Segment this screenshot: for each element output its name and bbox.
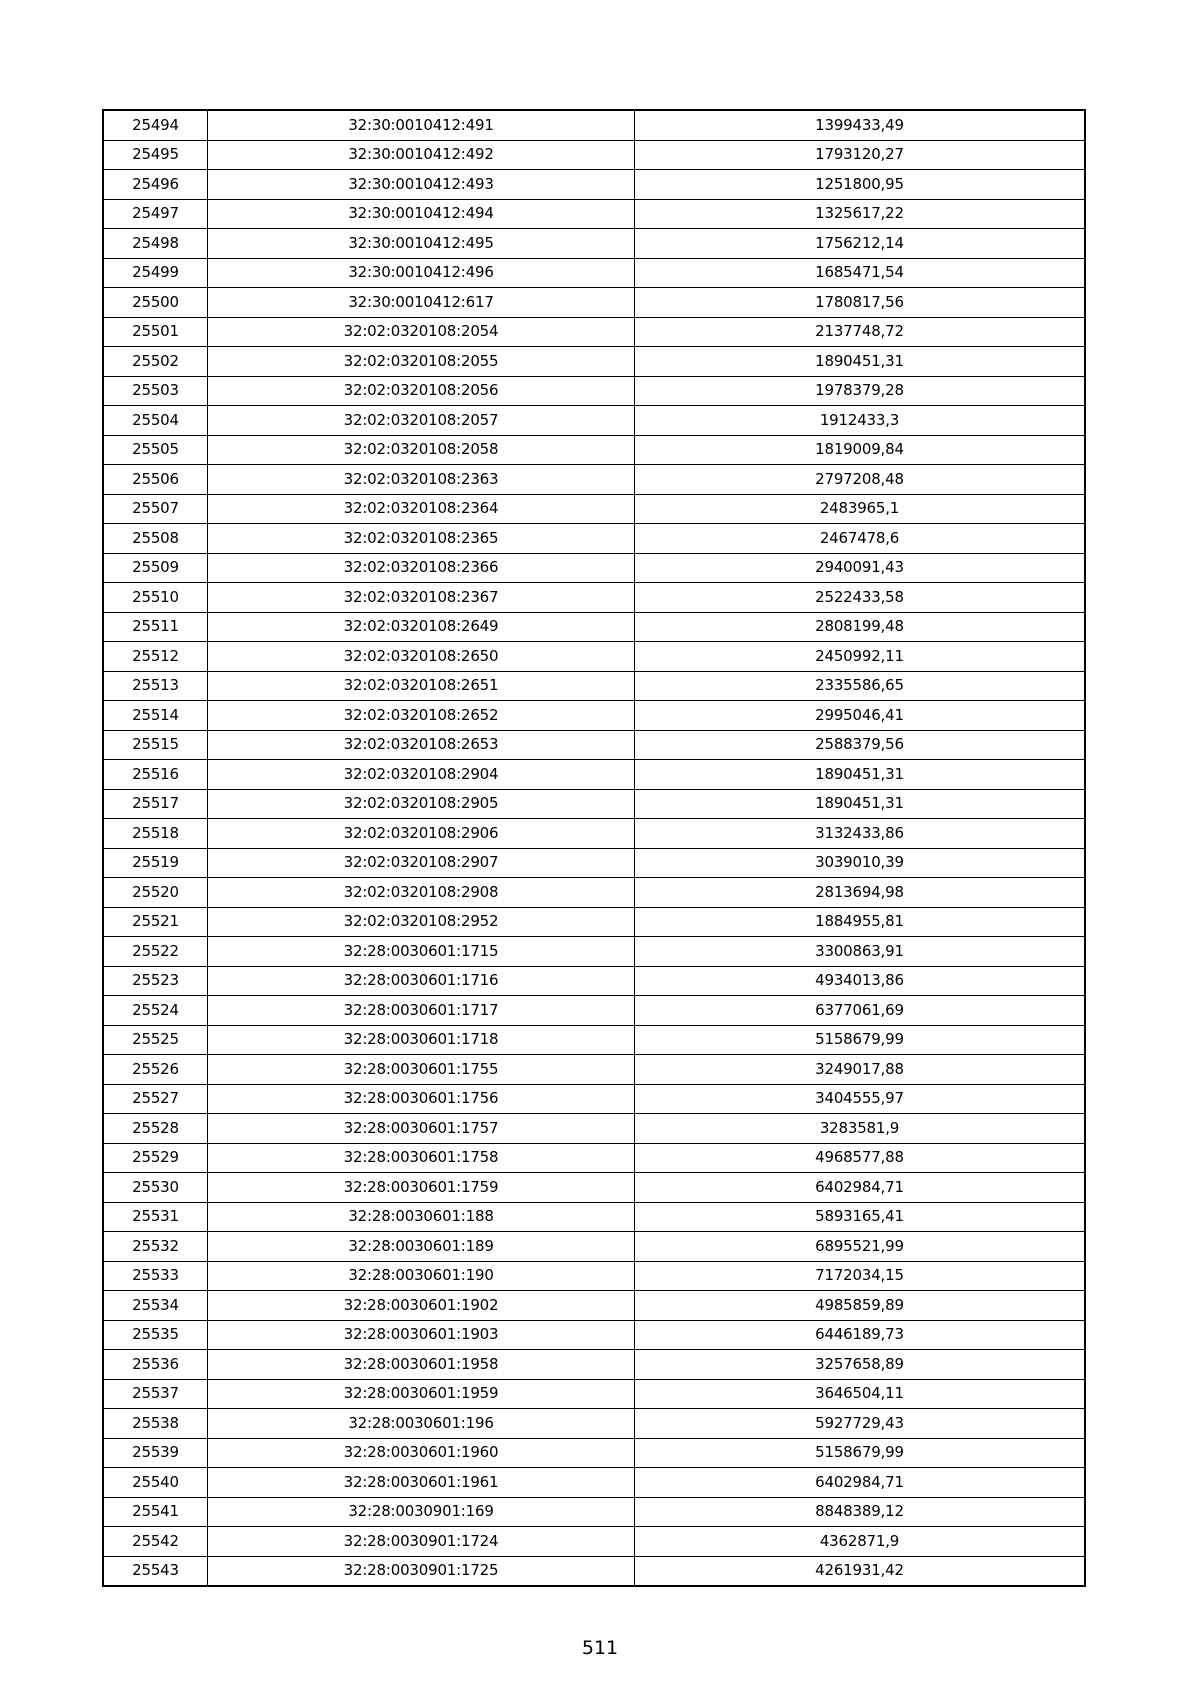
value-cell: 2808199,48 <box>635 612 1086 642</box>
row-index-cell: 25538 <box>103 1409 208 1439</box>
table-row <box>103 140 1085 170</box>
row-index-cell: 25530 <box>103 1173 208 1203</box>
row-index-cell: 25502 <box>103 347 208 377</box>
value-cell: 3257658,89 <box>635 1350 1086 1380</box>
value-cell: 3132433,86 <box>635 819 1086 849</box>
row-index-cell: 25508 <box>103 524 208 554</box>
row-index-cell: 25513 <box>103 671 208 701</box>
cadastral-number-cell: 32:02:0320108:2652 <box>208 701 635 731</box>
table-row <box>103 642 1085 672</box>
table-row <box>103 907 1085 937</box>
value-cell: 1780817,56 <box>635 288 1086 318</box>
cadastral-number-cell: 32:28:0030901:169 <box>208 1497 635 1527</box>
table-row <box>103 789 1085 819</box>
value-cell: 3404555,97 <box>635 1084 1086 1114</box>
value-cell: 1399433,49 <box>635 110 1086 140</box>
row-index-cell: 25541 <box>103 1497 208 1527</box>
row-index-cell: 25533 <box>103 1261 208 1291</box>
cadastral-number-cell: 32:02:0320108:2908 <box>208 878 635 908</box>
cadastral-number-cell: 32:28:0030601:1758 <box>208 1143 635 1173</box>
cadastral-number-cell: 32:30:0010412:617 <box>208 288 635 318</box>
table-row <box>103 376 1085 406</box>
cadastral-number-cell: 32:28:0030601:1755 <box>208 1055 635 1085</box>
table-row <box>103 1320 1085 1350</box>
table-row <box>103 996 1085 1026</box>
value-cell: 2483965,1 <box>635 494 1086 524</box>
value-cell: 6895521,99 <box>635 1232 1086 1262</box>
row-index-cell: 25529 <box>103 1143 208 1173</box>
cadastral-number-cell: 32:02:0320108:2054 <box>208 317 635 347</box>
row-index-cell: 25509 <box>103 553 208 583</box>
row-index-cell: 25497 <box>103 199 208 229</box>
row-index-cell: 25531 <box>103 1202 208 1232</box>
cadastral-number-cell: 32:30:0010412:495 <box>208 229 635 259</box>
table-row <box>103 612 1085 642</box>
cadastral-number-cell: 32:28:0030601:1960 <box>208 1438 635 1468</box>
cadastral-number-cell: 32:30:0010412:496 <box>208 258 635 288</box>
table-row <box>103 730 1085 760</box>
row-index-cell: 25494 <box>103 110 208 140</box>
table-row <box>103 583 1085 613</box>
table-row <box>103 199 1085 229</box>
value-cell: 1325617,22 <box>635 199 1086 229</box>
row-index-cell: 25496 <box>103 170 208 200</box>
table-row <box>103 288 1085 318</box>
cadastral-number-cell: 32:28:0030601:1756 <box>208 1084 635 1114</box>
table-row <box>103 1143 1085 1173</box>
cadastral-number-cell: 32:28:0030601:1757 <box>208 1114 635 1144</box>
row-index-cell: 25495 <box>103 140 208 170</box>
value-cell: 1884955,81 <box>635 907 1086 937</box>
row-index-cell: 25498 <box>103 229 208 259</box>
row-index-cell: 25522 <box>103 937 208 967</box>
cadastral-number-cell: 32:28:0030601:189 <box>208 1232 635 1262</box>
value-cell: 1685471,54 <box>635 258 1086 288</box>
cadastral-number-cell: 32:02:0320108:2363 <box>208 465 635 495</box>
row-index-cell: 25521 <box>103 907 208 937</box>
cadastral-number-cell: 32:28:0030601:1715 <box>208 937 635 967</box>
table-row <box>103 1114 1085 1144</box>
value-cell: 1251800,95 <box>635 170 1086 200</box>
value-cell: 6402984,71 <box>635 1173 1086 1203</box>
cadastral-number-cell: 32:02:0320108:2649 <box>208 612 635 642</box>
row-index-cell: 25510 <box>103 583 208 613</box>
cadastral-number-cell: 32:30:0010412:494 <box>208 199 635 229</box>
cadastral-number-cell: 32:02:0320108:2057 <box>208 406 635 436</box>
row-index-cell: 25507 <box>103 494 208 524</box>
table-row <box>103 671 1085 701</box>
cadastral-number-cell: 32:28:0030901:1724 <box>208 1527 635 1557</box>
row-index-cell: 25503 <box>103 376 208 406</box>
row-index-cell: 25532 <box>103 1232 208 1262</box>
table-row <box>103 1084 1085 1114</box>
table-row <box>103 848 1085 878</box>
row-index-cell: 25523 <box>103 966 208 996</box>
cadastral-number-cell: 32:28:0030601:196 <box>208 1409 635 1439</box>
table-row <box>103 878 1085 908</box>
row-index-cell: 25499 <box>103 258 208 288</box>
page-number: 511 <box>581 1637 619 1659</box>
value-cell: 1912433,3 <box>635 406 1086 436</box>
row-index-cell: 25534 <box>103 1291 208 1321</box>
cadastral-number-cell: 32:02:0320108:2906 <box>208 819 635 849</box>
value-cell: 2588379,56 <box>635 730 1086 760</box>
table-row <box>103 1291 1085 1321</box>
table-row <box>103 435 1085 465</box>
value-cell: 3039010,39 <box>635 848 1086 878</box>
value-cell: 4261931,42 <box>635 1556 1086 1586</box>
table-body <box>103 110 1085 1586</box>
value-cell: 1890451,31 <box>635 789 1086 819</box>
table-row <box>103 1261 1085 1291</box>
value-cell: 5927729,43 <box>635 1409 1086 1439</box>
table-row <box>103 760 1085 790</box>
value-cell: 2797208,48 <box>635 465 1086 495</box>
value-cell: 3646504,11 <box>635 1379 1086 1409</box>
value-cell: 1890451,31 <box>635 760 1086 790</box>
cadastral-number-cell: 32:02:0320108:2364 <box>208 494 635 524</box>
cadastral-number-cell: 32:02:0320108:2904 <box>208 760 635 790</box>
table-row <box>103 258 1085 288</box>
cadastral-number-cell: 32:28:0030601:1716 <box>208 966 635 996</box>
row-index-cell: 25527 <box>103 1084 208 1114</box>
cadastral-number-cell: 32:28:0030901:1725 <box>208 1556 635 1586</box>
table-row <box>103 1379 1085 1409</box>
table-row <box>103 347 1085 377</box>
table-row <box>103 1438 1085 1468</box>
table-row <box>103 494 1085 524</box>
row-index-cell: 25540 <box>103 1468 208 1498</box>
row-index-cell: 25506 <box>103 465 208 495</box>
cadastral-number-cell: 32:02:0320108:2367 <box>208 583 635 613</box>
row-index-cell: 25514 <box>103 701 208 731</box>
value-cell: 3300863,91 <box>635 937 1086 967</box>
row-index-cell: 25520 <box>103 878 208 908</box>
value-cell: 4934013,86 <box>635 966 1086 996</box>
row-index-cell: 25515 <box>103 730 208 760</box>
cadastral-number-cell: 32:28:0030601:1958 <box>208 1350 635 1380</box>
cadastral-number-cell: 32:28:0030601:190 <box>208 1261 635 1291</box>
value-cell: 1756212,14 <box>635 229 1086 259</box>
row-index-cell: 25500 <box>103 288 208 318</box>
cadastral-number-cell: 32:28:0030601:1903 <box>208 1320 635 1350</box>
row-index-cell: 25543 <box>103 1556 208 1586</box>
table-row <box>103 966 1085 996</box>
cadastral-number-cell: 32:28:0030601:188 <box>208 1202 635 1232</box>
value-cell: 4362871,9 <box>635 1527 1086 1557</box>
value-cell: 1793120,27 <box>635 140 1086 170</box>
value-cell: 3283581,9 <box>635 1114 1086 1144</box>
value-cell: 4985859,89 <box>635 1291 1086 1321</box>
table-row <box>103 1173 1085 1203</box>
cadastral-number-cell: 32:28:0030601:1717 <box>208 996 635 1026</box>
row-index-cell: 25512 <box>103 642 208 672</box>
value-cell: 1890451,31 <box>635 347 1086 377</box>
value-cell: 2522433,58 <box>635 583 1086 613</box>
value-cell: 3249017,88 <box>635 1055 1086 1085</box>
value-cell: 6446189,73 <box>635 1320 1086 1350</box>
row-index-cell: 25504 <box>103 406 208 436</box>
table-row <box>103 553 1085 583</box>
row-index-cell: 25505 <box>103 435 208 465</box>
cadastral-number-cell: 32:30:0010412:491 <box>208 110 635 140</box>
table-row <box>103 1025 1085 1055</box>
table-row <box>103 1527 1085 1557</box>
table-row <box>103 229 1085 259</box>
table-row <box>103 937 1085 967</box>
row-index-cell: 25528 <box>103 1114 208 1144</box>
cadastral-number-cell: 32:28:0030601:1961 <box>208 1468 635 1498</box>
value-cell: 5893165,41 <box>635 1202 1086 1232</box>
cadastral-number-cell: 32:02:0320108:2365 <box>208 524 635 554</box>
table-row <box>103 1232 1085 1262</box>
value-cell: 2995046,41 <box>635 701 1086 731</box>
value-cell: 7172034,15 <box>635 1261 1086 1291</box>
table-row <box>103 1556 1085 1586</box>
table-row <box>103 1055 1085 1085</box>
row-index-cell: 25519 <box>103 848 208 878</box>
value-cell: 5158679,99 <box>635 1438 1086 1468</box>
cadastral-number-cell: 32:28:0030601:1959 <box>208 1379 635 1409</box>
table-row <box>103 1409 1085 1439</box>
value-cell: 1978379,28 <box>635 376 1086 406</box>
table-row <box>103 170 1085 200</box>
cadastral-number-cell: 32:02:0320108:2905 <box>208 789 635 819</box>
table-row <box>103 110 1085 140</box>
row-index-cell: 25524 <box>103 996 208 1026</box>
value-cell: 1819009,84 <box>635 435 1086 465</box>
value-cell: 2467478,6 <box>635 524 1086 554</box>
row-index-cell: 25526 <box>103 1055 208 1085</box>
table-row <box>103 465 1085 495</box>
row-index-cell: 25511 <box>103 612 208 642</box>
cadastral-value-table <box>102 109 1086 1587</box>
cadastral-number-cell: 32:02:0320108:2651 <box>208 671 635 701</box>
value-cell: 2813694,98 <box>635 878 1086 908</box>
value-cell: 2940091,43 <box>635 553 1086 583</box>
cadastral-number-cell: 32:02:0320108:2056 <box>208 376 635 406</box>
value-cell: 4968577,88 <box>635 1143 1086 1173</box>
value-cell: 6377061,69 <box>635 996 1086 1026</box>
value-cell: 2450992,11 <box>635 642 1086 672</box>
cadastral-number-cell: 32:02:0320108:2650 <box>208 642 635 672</box>
value-cell: 2137748,72 <box>635 317 1086 347</box>
table-row <box>103 1468 1085 1498</box>
table-row <box>103 406 1085 436</box>
table-row <box>103 1350 1085 1380</box>
cadastral-number-cell: 32:28:0030601:1718 <box>208 1025 635 1055</box>
table-row <box>103 1202 1085 1232</box>
cadastral-number-cell: 32:30:0010412:493 <box>208 170 635 200</box>
value-cell: 5158679,99 <box>635 1025 1086 1055</box>
row-index-cell: 25517 <box>103 789 208 819</box>
cadastral-number-cell: 32:28:0030601:1759 <box>208 1173 635 1203</box>
cadastral-number-cell: 32:02:0320108:2055 <box>208 347 635 377</box>
cadastral-number-cell: 32:02:0320108:2058 <box>208 435 635 465</box>
cadastral-number-cell: 32:02:0320108:2653 <box>208 730 635 760</box>
table-row <box>103 819 1085 849</box>
cadastral-number-cell: 32:28:0030601:1902 <box>208 1291 635 1321</box>
table-row <box>103 317 1085 347</box>
cadastral-number-cell: 32:02:0320108:2366 <box>208 553 635 583</box>
cadastral-number-cell: 32:30:0010412:492 <box>208 140 635 170</box>
cadastral-number-cell: 32:02:0320108:2907 <box>208 848 635 878</box>
row-index-cell: 25537 <box>103 1379 208 1409</box>
table-row <box>103 524 1085 554</box>
value-cell: 2335586,65 <box>635 671 1086 701</box>
table-row <box>103 1497 1085 1527</box>
row-index-cell: 25518 <box>103 819 208 849</box>
table-row <box>103 701 1085 731</box>
row-index-cell: 25536 <box>103 1350 208 1380</box>
row-index-cell: 25535 <box>103 1320 208 1350</box>
cadastral-number-cell: 32:02:0320108:2952 <box>208 907 635 937</box>
row-index-cell: 25539 <box>103 1438 208 1468</box>
row-index-cell: 25542 <box>103 1527 208 1557</box>
row-index-cell: 25525 <box>103 1025 208 1055</box>
row-index-cell: 25516 <box>103 760 208 790</box>
row-index-cell: 25501 <box>103 317 208 347</box>
value-cell: 8848389,12 <box>635 1497 1086 1527</box>
value-cell: 6402984,71 <box>635 1468 1086 1498</box>
